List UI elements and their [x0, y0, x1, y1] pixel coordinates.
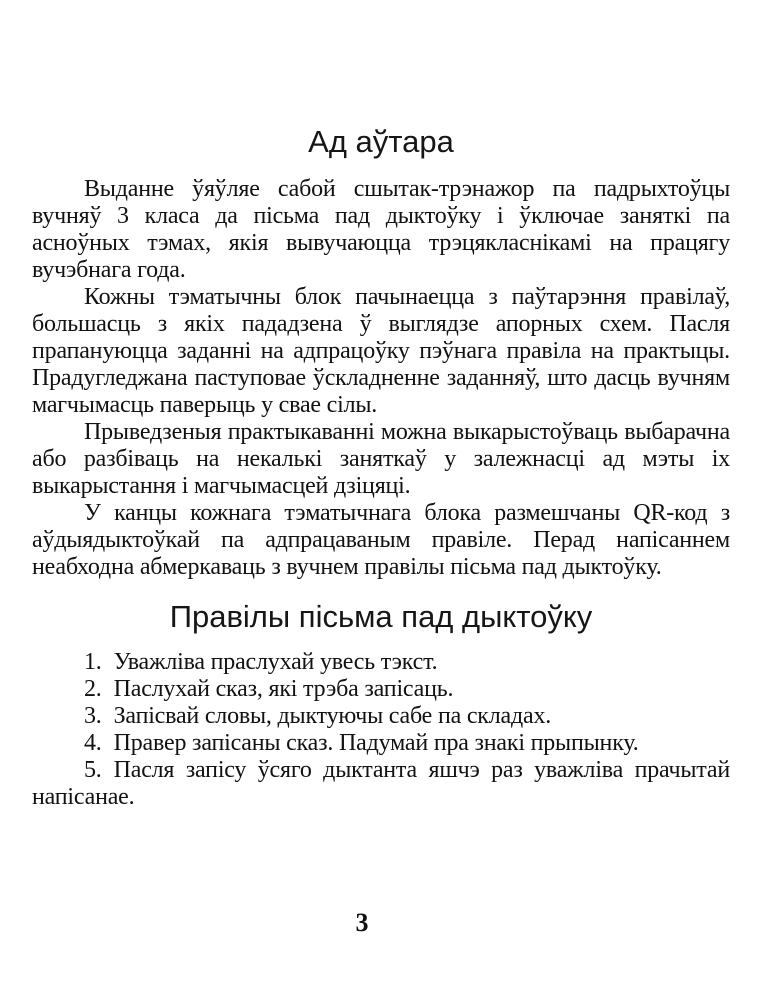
rule-number: 5.	[84, 757, 102, 783]
rule-text: Правер запісаны сказ. Падумай пра знакі прыпынку.	[113, 730, 639, 756]
rule-item-4	[32, 730, 730, 757]
rule-number: 3.	[84, 703, 102, 729]
rule-text: Запісвай словы, дыктуючы сабе па складах.	[113, 703, 552, 729]
paragraph-4: У канцы кожнага тэматычнага блока размешчаны QR-код з аўдыядыктоўкай па адпрацаваным правіле. Перад напісаннем неабходна абмеркаваць з вучнем правілы пісьма пад дыктоўку.	[32, 500, 730, 580]
rule-item-3	[32, 703, 730, 730]
rule-text: Паслухай сказ, які трэба запісаць.	[113, 676, 454, 702]
paragraph-1: Выданне ўяўляе сабой сшытак-трэнажор па падрыхтоўцы вучняў 3 класа да пісьма пад дыктоўку і ўключае заняткі па асноўных тэмах, якія вывучаюцца трэцякласнікамі на працягу вучэбнага года.	[32, 176, 730, 283]
rule-item-2	[32, 676, 730, 703]
rule-item-1	[32, 649, 730, 676]
page-content	[32, 0, 730, 811]
author-section-title: Ад аўтара	[308, 124, 454, 159]
rule-text: Пасля запісу ўсяго дыктанта яшчэ раз уважліва прачытай напісанае.	[32, 757, 730, 810]
rules-heading: Правілы пісьма пад дыктоўку	[169, 599, 593, 634]
page-number: 3	[355, 908, 369, 937]
rule-number: 4.	[84, 730, 102, 756]
rule-number: 1.	[84, 649, 102, 675]
paragraph-2: Кожны тэматычны блок пачынаецца з паўтарэння правілаў, большасць з якіх пададзена ў выглядзе апорных схем. Пасля прапануюцца заданні на адпрацоўку пэўнага правіла на практыцы. Прадугледжана паступовае ўскладненне заданняў, што дасць вучням магчымасць паверыць у свае сілы.	[32, 284, 730, 418]
rule-text: Уважліва праслухай увесь тэкст.	[113, 649, 438, 675]
rule-item-5	[32, 757, 730, 811]
paragraph-3: Прыведзеныя практыкаванні можна выкарыстоўваць выбарачна або разбіваць на некалькі заняткаў у залежнасці ад мэты іх выкарыстання і магчымасцей дзіцяці.	[32, 419, 730, 499]
rule-number: 2.	[84, 676, 102, 702]
